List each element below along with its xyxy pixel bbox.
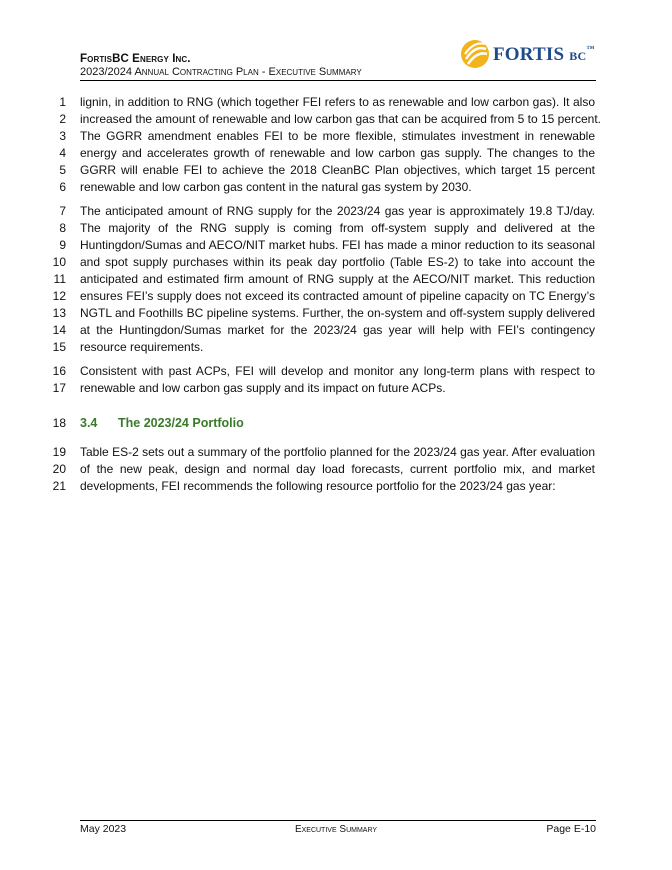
text-line (0, 179, 672, 196)
text-line (0, 339, 672, 356)
line-text: increased the amount of renewable and low carbon gas that can be acquired from 5 to 15 percent. (80, 112, 601, 126)
line-number: 19 (52, 445, 66, 459)
line-number: 8 (59, 221, 66, 235)
logo-wordmark: FORTIS BC™ (493, 44, 595, 65)
text-line (0, 162, 672, 179)
line-text: The anticipated amount of RNG supply for the 2023/24 gas year is approximately 19.8 TJ/day. (80, 204, 595, 218)
text-line (0, 288, 672, 305)
text-line (0, 254, 672, 271)
footer-page-number: Page E-10 (546, 823, 596, 835)
text-line (0, 271, 672, 288)
text-line (0, 305, 672, 322)
line-text: developments, FEI recommends the following resource portfolio for the 2023/24 gas year: (80, 479, 556, 493)
section-title: The 2023/24 Portfolio (118, 416, 244, 430)
fortisbc-logo (460, 39, 600, 69)
line-text: renewable and low carbon gas content in the natural gas system by 2030. (80, 180, 472, 194)
line-number: 21 (52, 479, 66, 493)
line-text: Consistent with past ACPs, FEI will develop and monitor any long-term plans with respect to (80, 364, 595, 378)
line-text: ensures FEI’s supply does not exceed its contracted amount of pipeline capacity on TC Energy’s (80, 289, 595, 303)
text-line (0, 461, 672, 478)
text-line (0, 111, 672, 128)
line-number: 2 (59, 112, 66, 126)
line-text: anticipated and estimated firm amount of RNG supply at the AECO/NIT market. This reduction (80, 272, 595, 286)
text-line (0, 128, 672, 145)
line-number: 17 (52, 381, 66, 395)
line-number: 10 (52, 255, 66, 269)
line-text: NGTL and Foothills BC pipeline systems. Further, the on-system and off-system supply delivered (80, 306, 595, 320)
text-line (0, 363, 672, 380)
line-number: 18 (52, 416, 66, 430)
text-line (0, 380, 672, 397)
footer-divider (80, 820, 596, 821)
line-number: 6 (59, 180, 66, 194)
line-number: 9 (59, 238, 66, 252)
section-heading (0, 415, 672, 432)
line-number: 16 (52, 364, 66, 378)
line-text: resource requirements. (80, 340, 204, 354)
line-number: 11 (53, 272, 66, 286)
line-number: 7 (59, 204, 66, 218)
line-text: Table ES-2 sets out a summary of the portfolio planned for the 2023/24 gas year. After evaluation (80, 445, 595, 459)
text-line (0, 237, 672, 254)
text-line (0, 203, 672, 220)
footer-date: May 2023 (80, 823, 127, 835)
text-line (0, 478, 672, 495)
text-line (0, 444, 672, 461)
line-number: 13 (52, 306, 66, 320)
section-number: 3.4 (80, 416, 98, 430)
company-name: FortisBC Energy Inc. (80, 53, 191, 65)
fortis-flame-icon (460, 39, 490, 69)
line-number: 20 (52, 462, 66, 476)
line-text: renewable and low carbon gas supply and its impact on future ACPs. (80, 381, 446, 395)
line-text: The GGRR amendment enables FEI to be more flexible, stimulates investment in renewable (80, 129, 595, 143)
text-line (0, 322, 672, 339)
footer-section: Executive Summary (294, 824, 378, 835)
line-text: GGRR will enable FEI to achieve the 2018 CleanBC Plan objectives, which target 15 percent (80, 163, 595, 177)
line-number: 15 (52, 340, 66, 354)
text-line (0, 220, 672, 237)
line-number: 3 (59, 129, 66, 143)
line-text: The majority of the RNG supply is coming from off-system supply and delivered at the (80, 221, 595, 235)
line-text: of the new peak, design and normal day load forecasts, current portfolio mix, and market (80, 462, 595, 476)
line-number: 14 (52, 323, 66, 337)
line-text: Huntingdon/Sumas and AECO/NIT market hubs. FEI has made a minor reduction to its seasonal (80, 238, 595, 252)
line-text: energy and accelerates growth of renewable and low carbon gas supply. The changes to the (80, 146, 595, 160)
line-number: 1 (59, 95, 66, 109)
line-number: 4 (59, 146, 66, 160)
text-line (0, 94, 672, 111)
line-text: lignin, in addition to RNG (which together FEI refers to as renewable and low carbon gas). It also (80, 95, 595, 109)
line-number: 12 (52, 289, 66, 303)
line-text: and spot supply purchases within its peak day portfolio (Table ES-2) to take into account the (80, 255, 595, 269)
line-number: 5 (59, 163, 66, 177)
document-title: 2023/2024 Annual Contracting Plan - Executive Summary (80, 66, 362, 78)
line-text: at the Huntingdon/Sumas market for the 2023/24 gas year will help with FEI’s contingency (80, 323, 595, 337)
header-divider (80, 80, 596, 81)
text-line (0, 145, 672, 162)
